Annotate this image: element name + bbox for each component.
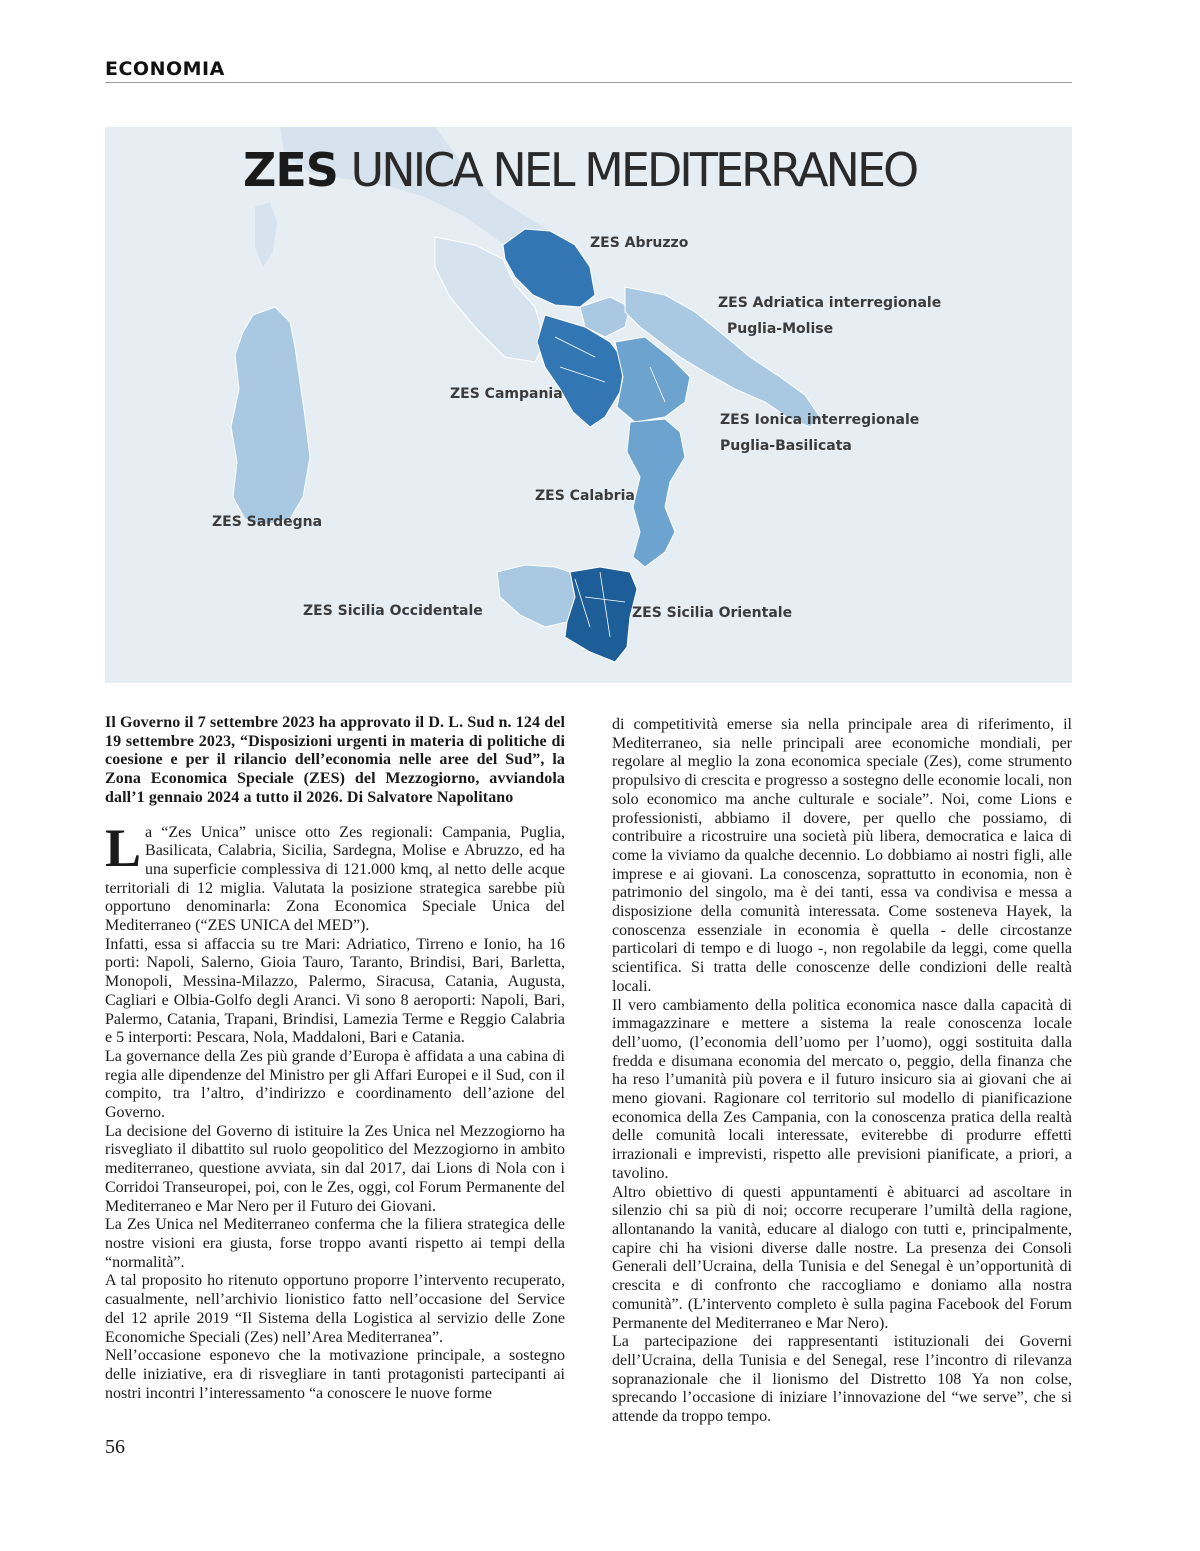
drop-cap: L [105,817,142,878]
header-divider [105,82,1072,83]
map-title [243,143,916,197]
article-paragraph: Il vero cambiamento della politica economica nasce dalla capacità di immagazzinare e mettere a sistema la reale conoscenza locale dell’uomo, (l’economia dell’uomo per l’uomo), oggi sostituita dalla fredda e disumana economia del mercato o, peggio, della finanza che ha reso l’umanità più povera e il futuro insicuro sia ai giovani che ai meno giovani. Ragionare col territorio sul modello di pianificazione economica della Zes Campania, con la conoscenza pratica della realtà delle comunità locali interessate, eviterebbe di produrre effetti irrazionali e imprevisti, rispetto alle previsioni pianificate, a priori, a tavolino. [612,996,1072,1182]
label-zes-ionica-sub: Puglia-Basilicata [720,438,852,454]
map-sicilia-west [497,565,575,627]
italy-south-map [105,127,1072,683]
section-header: ECONOMIA [105,58,225,80]
map-sardinia [231,307,310,525]
label-zes-adriatica-sub: Puglia-Molise [727,321,834,337]
article-paragraph: Infatti, essa si affaccia su tre Mari: Adriatico, Tirreno e Ionio, ha 16 porti: Napoli, Salerno, Gioia Tauro, Taranto, Brindisi, Bari, Barletta, Monopoli, Messina-Milazzo, Palermo, Siracusa, Catania, Augusta, Cagliari e Olbia-Golfo degli Aranci. Vi sono 8 aeroporti: Napoli, Bari, Palermo, Catania, Trapani, Brindisi, Lamezia Terme e Reggio Calabria e 5 interporti: Pescara, Nola, Maddaloni, Bari e Catania. [105,935,565,1047]
label-zes-ionica: ZES Ionica interregionale [720,412,920,428]
article-paragraph: di competitività emerse sia nella principale area di riferimento, il Mediterraneo, sia nelle principali aree economiche mondiali, per regolare al meglio la zona economica speciale (Zes), come strumento propulsivo di crescita e progresso a sostegno delle economie locali, non solo economico ma anche culturale e sociale”. Noi, come Lions e professionisti, abbiamo il dovere, per quello che possiamo, di contribuire a ricostruire una società più libera, democratica e laica di come la viviamo da qualche decennio. Lo dobbiamo ai nostri figli, alle imprese e ai giovani. La conoscenza, soprattutto in economia, non è patrimonio del singolo, ma è dei tanti, essa va condivisa e messa a disposizione della comunità interessata. Come sosteneva Hayek, la conoscenza essenziale in economia è quella - delle circostanze particolari di tempo e di luogo -, non regolabile da leggi, come quella scientifica. Si tratta delle conoscenze delle condizioni delle realtà locali. [612,716,1072,995]
article-column-right [612,716,1072,1427]
map-calabria [627,419,685,567]
article-paragraph: Nell’occasione esponevo che la motivazione principale, a sostegno delle iniziative, era di risvegliare in tanti protagonisti partecipanti ai nostri incontri l’interessamento “a conoscere le nuove forme [105,1347,565,1402]
label-zes-sicilia-occidentale: ZES Sicilia Occidentale [303,603,483,619]
article-lead: Il Governo il 7 settembre 2023 ha approvato il D. L. Sud n. 124 del 19 settembre 2023, “Disposizioni urgenti in materia di politiche di coesione e per il rilancio dell’economia nelle aree del Sud”, la Zona Economica Speciale (ZES) del Mezzogiorno, avviandola dall’1 gennaio 2024 a tutto il 2026. Di Salvatore Napolitano [105,714,565,806]
article-paragraph: La governance della Zes più grande d’Europa è affidata a una cabina di regia alle dipendenze del Ministro per gli Affari Europei e il Sud, con il compito, tra l’altro, d’indirizzo e coordinamento dell’azione del Governo. [105,1047,565,1122]
label-zes-sicilia-orientale: ZES Sicilia Orientale [632,605,793,621]
article-paragraph: La Zes Unica nel Mediterraneo conferma che la filiera strategica delle nostre visioni era giusta, forse troppo avanti rispetto ai tempi della “normalità”. [105,1216,565,1271]
article-paragraph-text: a “Zes Unica” unisce otto Zes regionali: Campania, Puglia, Basilicata, Calabria, Sicilia, Sardegna, Molise e Abruzzo, ed ha una superficie complessiva di 121.000 kmq, al netto delle acque territoriali di 12 miglia. Valutata la posizione strategica sarebbe più opportuno denominarla: Zona Economica Speciale Unica del Mediterraneo (“ZES UNICA del MED”). [105,823,565,935]
map-title-light: UNICA NEL MEDITERRANEO [350,143,917,197]
label-zes-campania: ZES Campania [450,386,563,402]
article-paragraph: Altro obiettivo di questi appuntamenti è abituarci ad ascoltare in silenzio chi sa più di noi; occorre recuperare l’umiltà della ragione, allontanando la vanità, educare al dialogo con tutti e, principalmente, capire chi ha visioni diverse dalle nostre. La presenza dei Consoli Generali dell’Ucraina, della Tunisia e del Senegal è un’opportunità di crescita e di confronto che raccogliamo e doniamo alla nostra comunità”. (L’intervento completo è sulla pagina Facebook del Forum Permanente del Mediterraneo e Mar Nero). [612,1183,1072,1332]
zes-map-figure [105,127,1072,683]
page-number: 56 [105,1436,125,1458]
label-zes-adriatica: ZES Adriatica interregionale [718,295,942,311]
article-paragraph: A tal proposito ho ritenuto opportuno proporre l’intervento recuperato, casualmente, nell’archivio lionistico fatto nell’occasione del Service del 12 aprile 2019 “Il Sistema della Logistica al servizio delle Zone Economiche Speciali (Zes) nell’Area Mediterranea”. [105,1272,565,1346]
label-zes-calabria: ZES Calabria [535,488,635,504]
map-title-bold: ZES [243,143,338,197]
article-column-left [105,714,565,1403]
article-paragraph [105,817,565,936]
map-corsica [255,202,277,267]
article-paragraph: La partecipazione dei rappresentanti istituzionali dei Governi dell’Ucraina, della Tunisia e del Senegal, rese l’incontro di rilevanza sopranazionale che il lionismo del Distretto 108 Ya non colse, sprecando l’occasione di iniziare l’innovazione del “we serve”, che si attende da troppo tempo. [612,1333,1072,1426]
label-zes-sardegna: ZES Sardegna [212,514,323,530]
label-zes-abruzzo: ZES Abruzzo [590,235,689,251]
article-paragraph: La decisione del Governo di istituire la Zes Unica nel Mezzogiorno ha risvegliato il dibattito sul ruolo geopolitico del Mezzogiorno in ambito mediterraneo, questione avviata, sin dal 2017, dai Lions di Nola con i Corridoi Transeuropei, poi, con le Zes, oggi, col Forum Permanente del Mediterraneo e Mar Nero per il Futuro dei Giovani. [105,1122,565,1215]
